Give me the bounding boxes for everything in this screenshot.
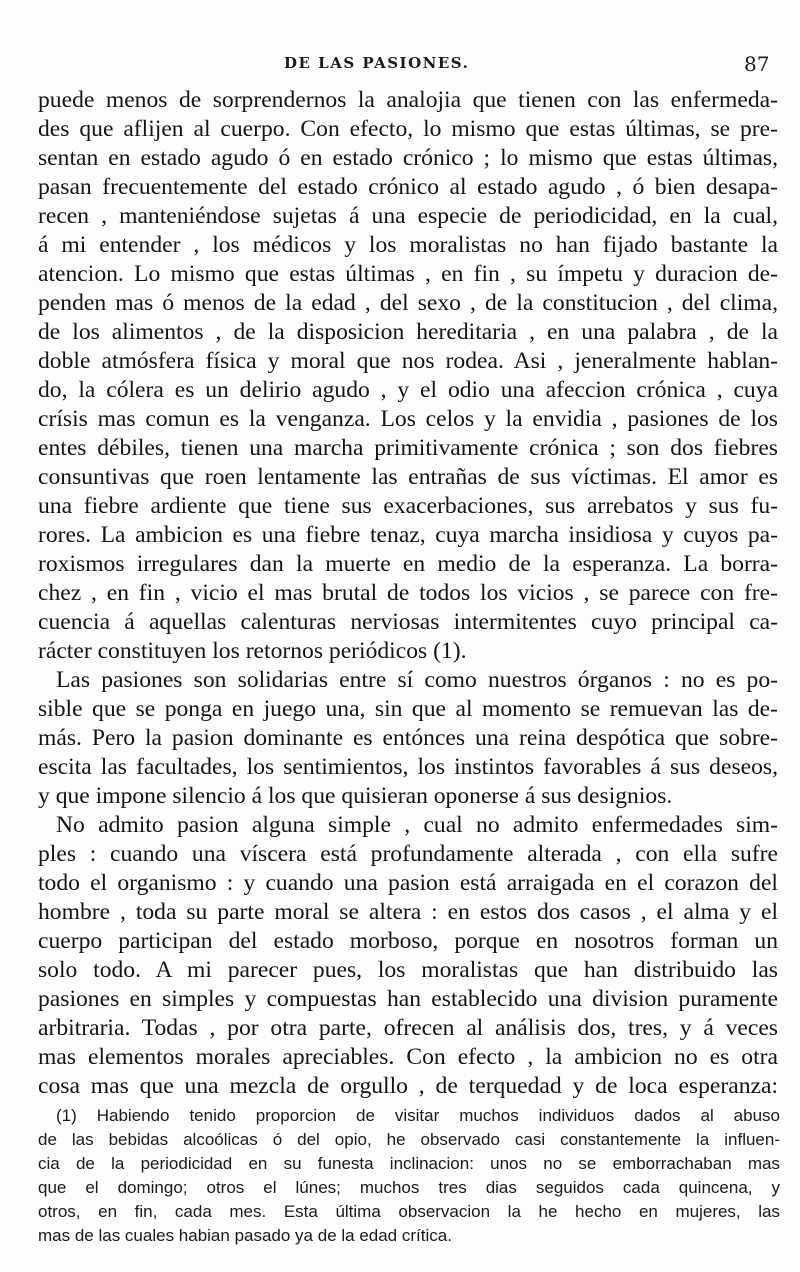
text-line: mas elementos morales apreciables. Con efecto , la ambicion no es otra bbox=[38, 1044, 778, 1070]
text-line: arbitraria. Todas , por otra parte, ofrecen al análisis dos, tres, y á veces bbox=[38, 1015, 778, 1041]
text-line: cosa mas que una mezcla de orgullo , de terquedad y de loca esperanza: bbox=[38, 1073, 778, 1099]
text-line: rores. La ambicion es una fiebre tenaz, cuya marcha insidiosa y cuyos pa- bbox=[38, 522, 778, 548]
text-line: consuntivas que roen lentamente las entrañas de sus víctimas. El amor es bbox=[38, 464, 778, 490]
text-line: entes débiles, tienen una marcha primitivamente crónica ; son dos fiebres bbox=[38, 435, 778, 461]
text-line: sible que se ponga en juego una, sin que al momento se remuevan las de- bbox=[38, 696, 778, 722]
text-line: No admito pasion alguna simple , cual no admito enfermedades sim- bbox=[56, 812, 778, 838]
text-line: des que aflijen al cuerpo. Con efecto, lo mismo que estas últimas, se pre- bbox=[38, 116, 778, 142]
text-line: chez , en fin , vicio el mas brutal de todos los vicios , se parece con fre- bbox=[38, 580, 778, 606]
footnote-line: de las bebidas alcoólicas ó del opio, he observado casi constantemente la influen- bbox=[38, 1130, 780, 1149]
text-line: do, la cólera es un delirio agudo , y el odio una afeccion crónica , cuya bbox=[38, 377, 778, 403]
text-line: recen , manteniéndose sujetas á una especie de periodicidad, en la cual, bbox=[38, 203, 778, 229]
text-line: puede menos de sorprendernos la analojia que tienen con las enfermeda- bbox=[38, 87, 778, 113]
text-line: una fiebre ardiente que tiene sus exacerbaciones, sus arrebatos y sus fu- bbox=[38, 493, 778, 519]
text-line: hombre , toda su parte moral se altera : en estos dos casos , el alma y el bbox=[38, 899, 778, 925]
footnote-line: (1) Habiendo tenido proporcion de visitar muchos individuos dados al abuso bbox=[56, 1106, 780, 1125]
text-line: crísis mas comun es la venganza. Los celos y la envidia , pasiones de los bbox=[38, 406, 778, 432]
text-line: pasiones en simples y compuestas han establecido una division puramente bbox=[38, 986, 778, 1012]
text-line: penden mas ó menos de la edad , del sexo , de la constitucion , del clima, bbox=[38, 290, 778, 316]
text-line: atencion. Lo mismo que estas últimas , en fin , su ímpetu y duracion de- bbox=[38, 261, 778, 287]
text-line: más. Pero la pasion dominante es entónces una reina despótica que sobre- bbox=[38, 725, 778, 751]
text-line: cuerpo participan del estado morboso, porque en nosotros forman un bbox=[38, 928, 778, 954]
footnote-line: otros, en fin, cada mes. Esta última observacion la he hecho en mujeres, las bbox=[38, 1202, 780, 1221]
footnote-line: mas de las cuales habian pasado ya de la edad crítica. bbox=[38, 1226, 452, 1245]
text-line: solo todo. A mi parecer pues, los moralistas que han distribuido las bbox=[38, 957, 778, 983]
page-number: 87 bbox=[744, 52, 770, 76]
text-line: de los alimentos , de la disposicion hereditaria , en una palabra , de la bbox=[38, 319, 778, 345]
footnote-line: que el domingo; otros el lúnes; muchos tres dias seguidos cada quincena, y bbox=[38, 1178, 780, 1197]
text-line: rácter constituyen los retornos periódicos (1). bbox=[38, 638, 467, 664]
text-line: sentan en estado agudo ó en estado crónico ; lo mismo que estas últimas, bbox=[38, 145, 778, 171]
text-line: todo el organismo : y cuando una pasion está arraigada en el corazon del bbox=[38, 870, 778, 896]
text-line: pasan frecuentemente del estado crónico al estado agudo , ó bien desapa- bbox=[38, 174, 778, 200]
footnote-line: cia de la periodicidad en su funesta inclinacion: unos no se emborrachaban mas bbox=[38, 1154, 780, 1173]
text-line: doble atmósfera física y moral que nos rodea. Asi , jeneralmente hablan- bbox=[38, 348, 778, 374]
text-line: roxismos irregulares dan la muerte en medio de la esperanza. La borra- bbox=[38, 551, 778, 577]
text-line: Las pasiones son solidarias entre sí como nuestros órganos : no es po- bbox=[56, 667, 778, 693]
running-title: DE LAS PASIONES. bbox=[284, 54, 470, 72]
text-line: cuencia á aquellas calenturas nerviosas intermitentes cuyo principal ca- bbox=[38, 609, 778, 635]
text-line: escita las facultades, los sentimientos, los instintos favorables á sus deseos, bbox=[38, 754, 778, 780]
page-header bbox=[284, 52, 784, 80]
text-line: y que impone silencio á los que quisieran oponerse á sus designios. bbox=[38, 783, 673, 809]
text-line: ples : cuando una víscera está profundamente alterada , con ella sufre bbox=[38, 841, 778, 867]
text-line: á mi entender , los médicos y los moralistas no han fijado bastante la bbox=[38, 232, 778, 258]
